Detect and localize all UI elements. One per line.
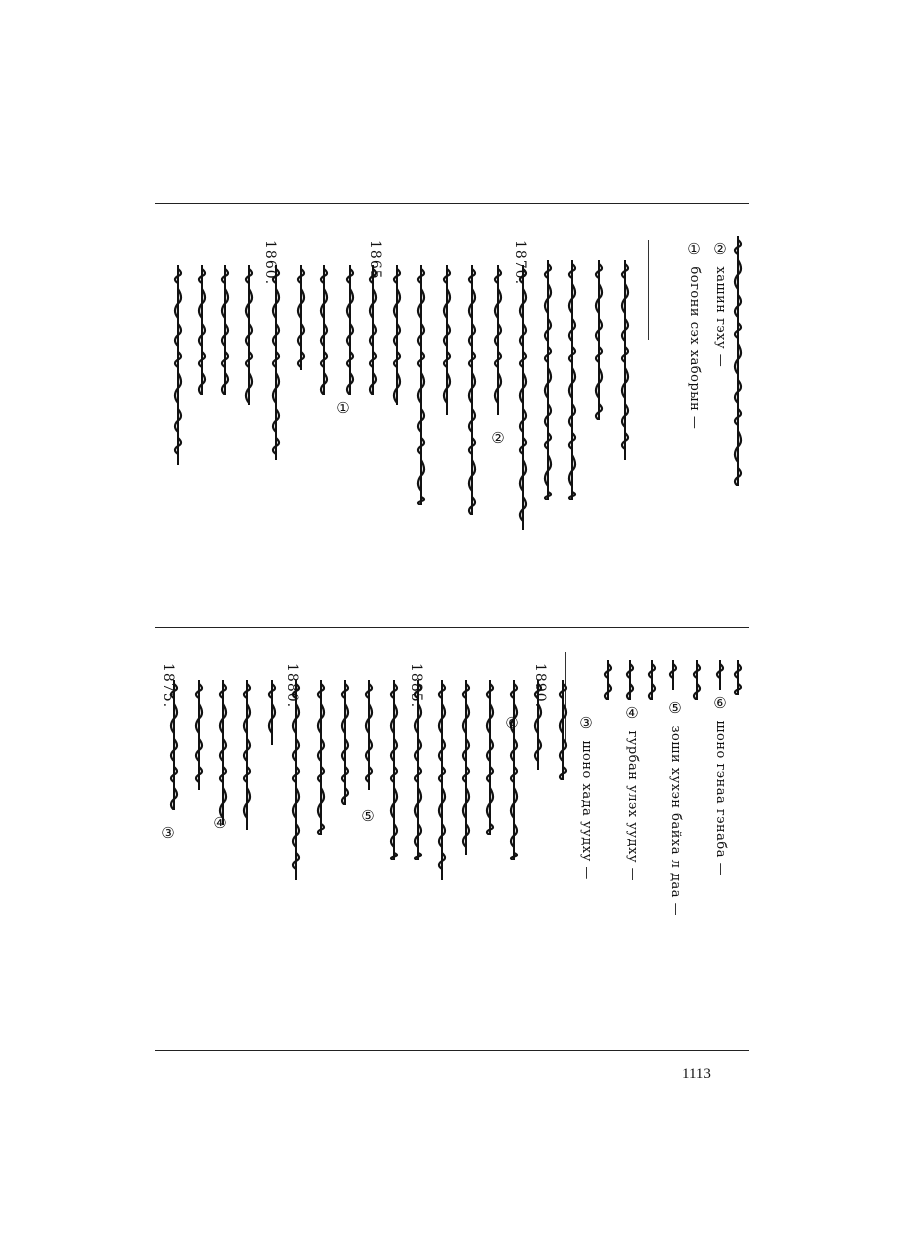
mongolian-script-line <box>241 265 257 405</box>
mongolian-script-line <box>591 260 607 420</box>
inline-marker: ③ <box>159 824 177 842</box>
mongolian-script-line <box>689 660 705 700</box>
mongolian-script-line <box>458 680 474 855</box>
mongolian-script-line <box>268 265 284 460</box>
mongolian-script-line <box>217 265 233 395</box>
mongolian-script-line <box>712 660 728 690</box>
mongolian-script-line <box>600 660 616 700</box>
footnote-marker: ④ <box>623 704 641 722</box>
footnote-gloss: шоно хада уудху — <box>579 740 594 880</box>
mongolian-script-line <box>413 265 429 505</box>
mongolian-script-line <box>564 260 580 500</box>
upper-footnote-1 <box>712 236 727 367</box>
footnote-marker: ③ <box>577 714 595 732</box>
line-number: 1875. <box>160 663 176 709</box>
inline-marker: ④ <box>211 814 229 832</box>
mongolian-script-line <box>170 265 186 465</box>
mongolian-script-line <box>386 680 402 860</box>
bottom-rule <box>155 1050 749 1051</box>
footnote-marker: ⑤ <box>666 699 684 717</box>
line-number: 1870. <box>512 240 528 286</box>
line-number: 1865. <box>367 240 383 286</box>
mongolian-script-line <box>288 680 304 880</box>
mongolian-script-line <box>361 680 377 790</box>
footnote-marker: ⑥ <box>711 694 729 712</box>
footnote-gloss: зоши хухэн байха л даа — <box>668 725 683 917</box>
mongolian-script-line <box>490 265 506 415</box>
footnote-gloss: хашин гэху — <box>713 266 728 368</box>
mongolian-script-line <box>191 680 207 790</box>
mongolian-script-line <box>540 260 556 500</box>
mongolian-script-line <box>482 680 498 835</box>
mongolian-script-line <box>293 265 309 370</box>
mongolian-script-line <box>313 680 329 835</box>
inline-marker: ⑥ <box>503 714 521 732</box>
mongolian-script-line <box>665 660 681 690</box>
footnote-gloss: гурбан улэх уудху — <box>625 730 640 882</box>
middle-rule <box>155 627 749 628</box>
mongolian-script-line <box>215 680 231 825</box>
footnote-marker: ① <box>685 240 703 258</box>
mongolian-script-line <box>644 660 660 700</box>
mongolian-script-line <box>264 680 280 745</box>
lower-footnote-3 <box>578 710 593 880</box>
mongolian-script-line <box>730 660 746 695</box>
footnote-gloss: шоно гэнаа гэнаба — <box>713 720 728 877</box>
mongolian-script-line <box>316 265 332 395</box>
footnote-gloss: богони сэх хаборын — <box>687 266 702 430</box>
mongolian-script-line <box>389 265 405 405</box>
line-number: 1880. <box>284 663 300 709</box>
inline-marker: ② <box>489 429 507 447</box>
mongolian-script-line <box>515 265 531 530</box>
mongolian-script-line <box>464 265 480 515</box>
mongolian-script-line <box>555 680 571 780</box>
mongolian-script-line <box>503 680 522 860</box>
line-number: 1885. <box>408 663 424 709</box>
mongolian-script-line <box>439 265 455 415</box>
line-number: 1890. <box>532 663 548 709</box>
lower-footnote-5 <box>667 695 682 916</box>
mongolian-script-line <box>622 660 638 700</box>
mongolian-script-line <box>337 680 353 805</box>
upper-footnote-2 <box>686 236 701 429</box>
inline-marker: ① <box>334 399 352 417</box>
mongolian-script-line <box>434 680 450 880</box>
mongolian-script-line <box>617 260 633 460</box>
page-number: 1113 <box>682 1066 711 1082</box>
inline-marker: ⑤ <box>359 807 377 825</box>
lower-footnote-4 <box>624 700 639 881</box>
footnote-marker: ② <box>711 240 729 258</box>
mongolian-script-line <box>194 265 210 395</box>
line-number: 1860. <box>262 240 278 286</box>
lower-footnote-6 <box>712 690 727 876</box>
mongolian-script-line <box>239 680 255 830</box>
upper-footnote-separator <box>648 240 649 340</box>
top-rule <box>155 203 749 204</box>
mongolian-script-line <box>342 265 358 395</box>
mongolian-script-line <box>730 236 746 486</box>
